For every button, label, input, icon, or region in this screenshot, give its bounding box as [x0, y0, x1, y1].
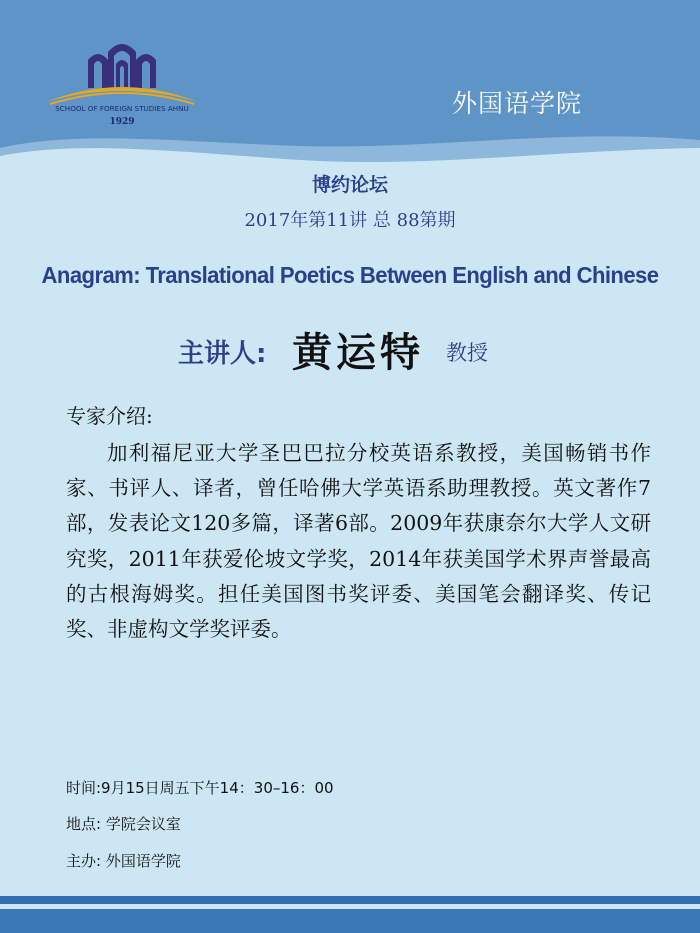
speaker-label: 主讲人:: [178, 339, 267, 369]
event-venue: 地点: 学院会议室: [66, 815, 181, 833]
speaker-title: 教授: [446, 341, 488, 365]
org-name: 外国语学院: [452, 89, 583, 118]
speaker-name: 黄运特: [292, 329, 424, 376]
lecture-title: Anagram: Translational Poetics Between English and Chinese: [41, 262, 659, 288]
event-time: 时间:9月15日周五下午14：30–16：00: [66, 779, 334, 797]
footer-stripe-wide: [0, 909, 700, 933]
logo-text: SCHOOL OF FOREIGN STUDIES AHNU: [55, 104, 189, 113]
bio-text: 加利福尼亚大学圣巴巴拉分校英语系教授，美国畅销书作家、书评人、译者，曾任哈佛大学英语系助理教授。英文著作7部，发表论文120多篇，译著6部。2009年获康奈尔大学人文研究奖，2011年获爱伦坡文学奖，2014年获美国学术界声誉最高的古根海姆奖。担任美国图书奖评委、美国笔会翻译奖、传记奖、非虚构文学奖评委。: [66, 441, 651, 642]
event-host: 主办: 外国语学院: [66, 852, 181, 870]
logo-year: 1929: [109, 117, 135, 127]
bio-heading: 专家介绍:: [66, 404, 153, 428]
issue-number: 2017年第11讲 总 88第期: [244, 210, 456, 231]
forum-title: 博约论坛: [311, 174, 388, 196]
footer-stripe-thin: [0, 896, 700, 904]
school-logo: [42, 38, 202, 130]
